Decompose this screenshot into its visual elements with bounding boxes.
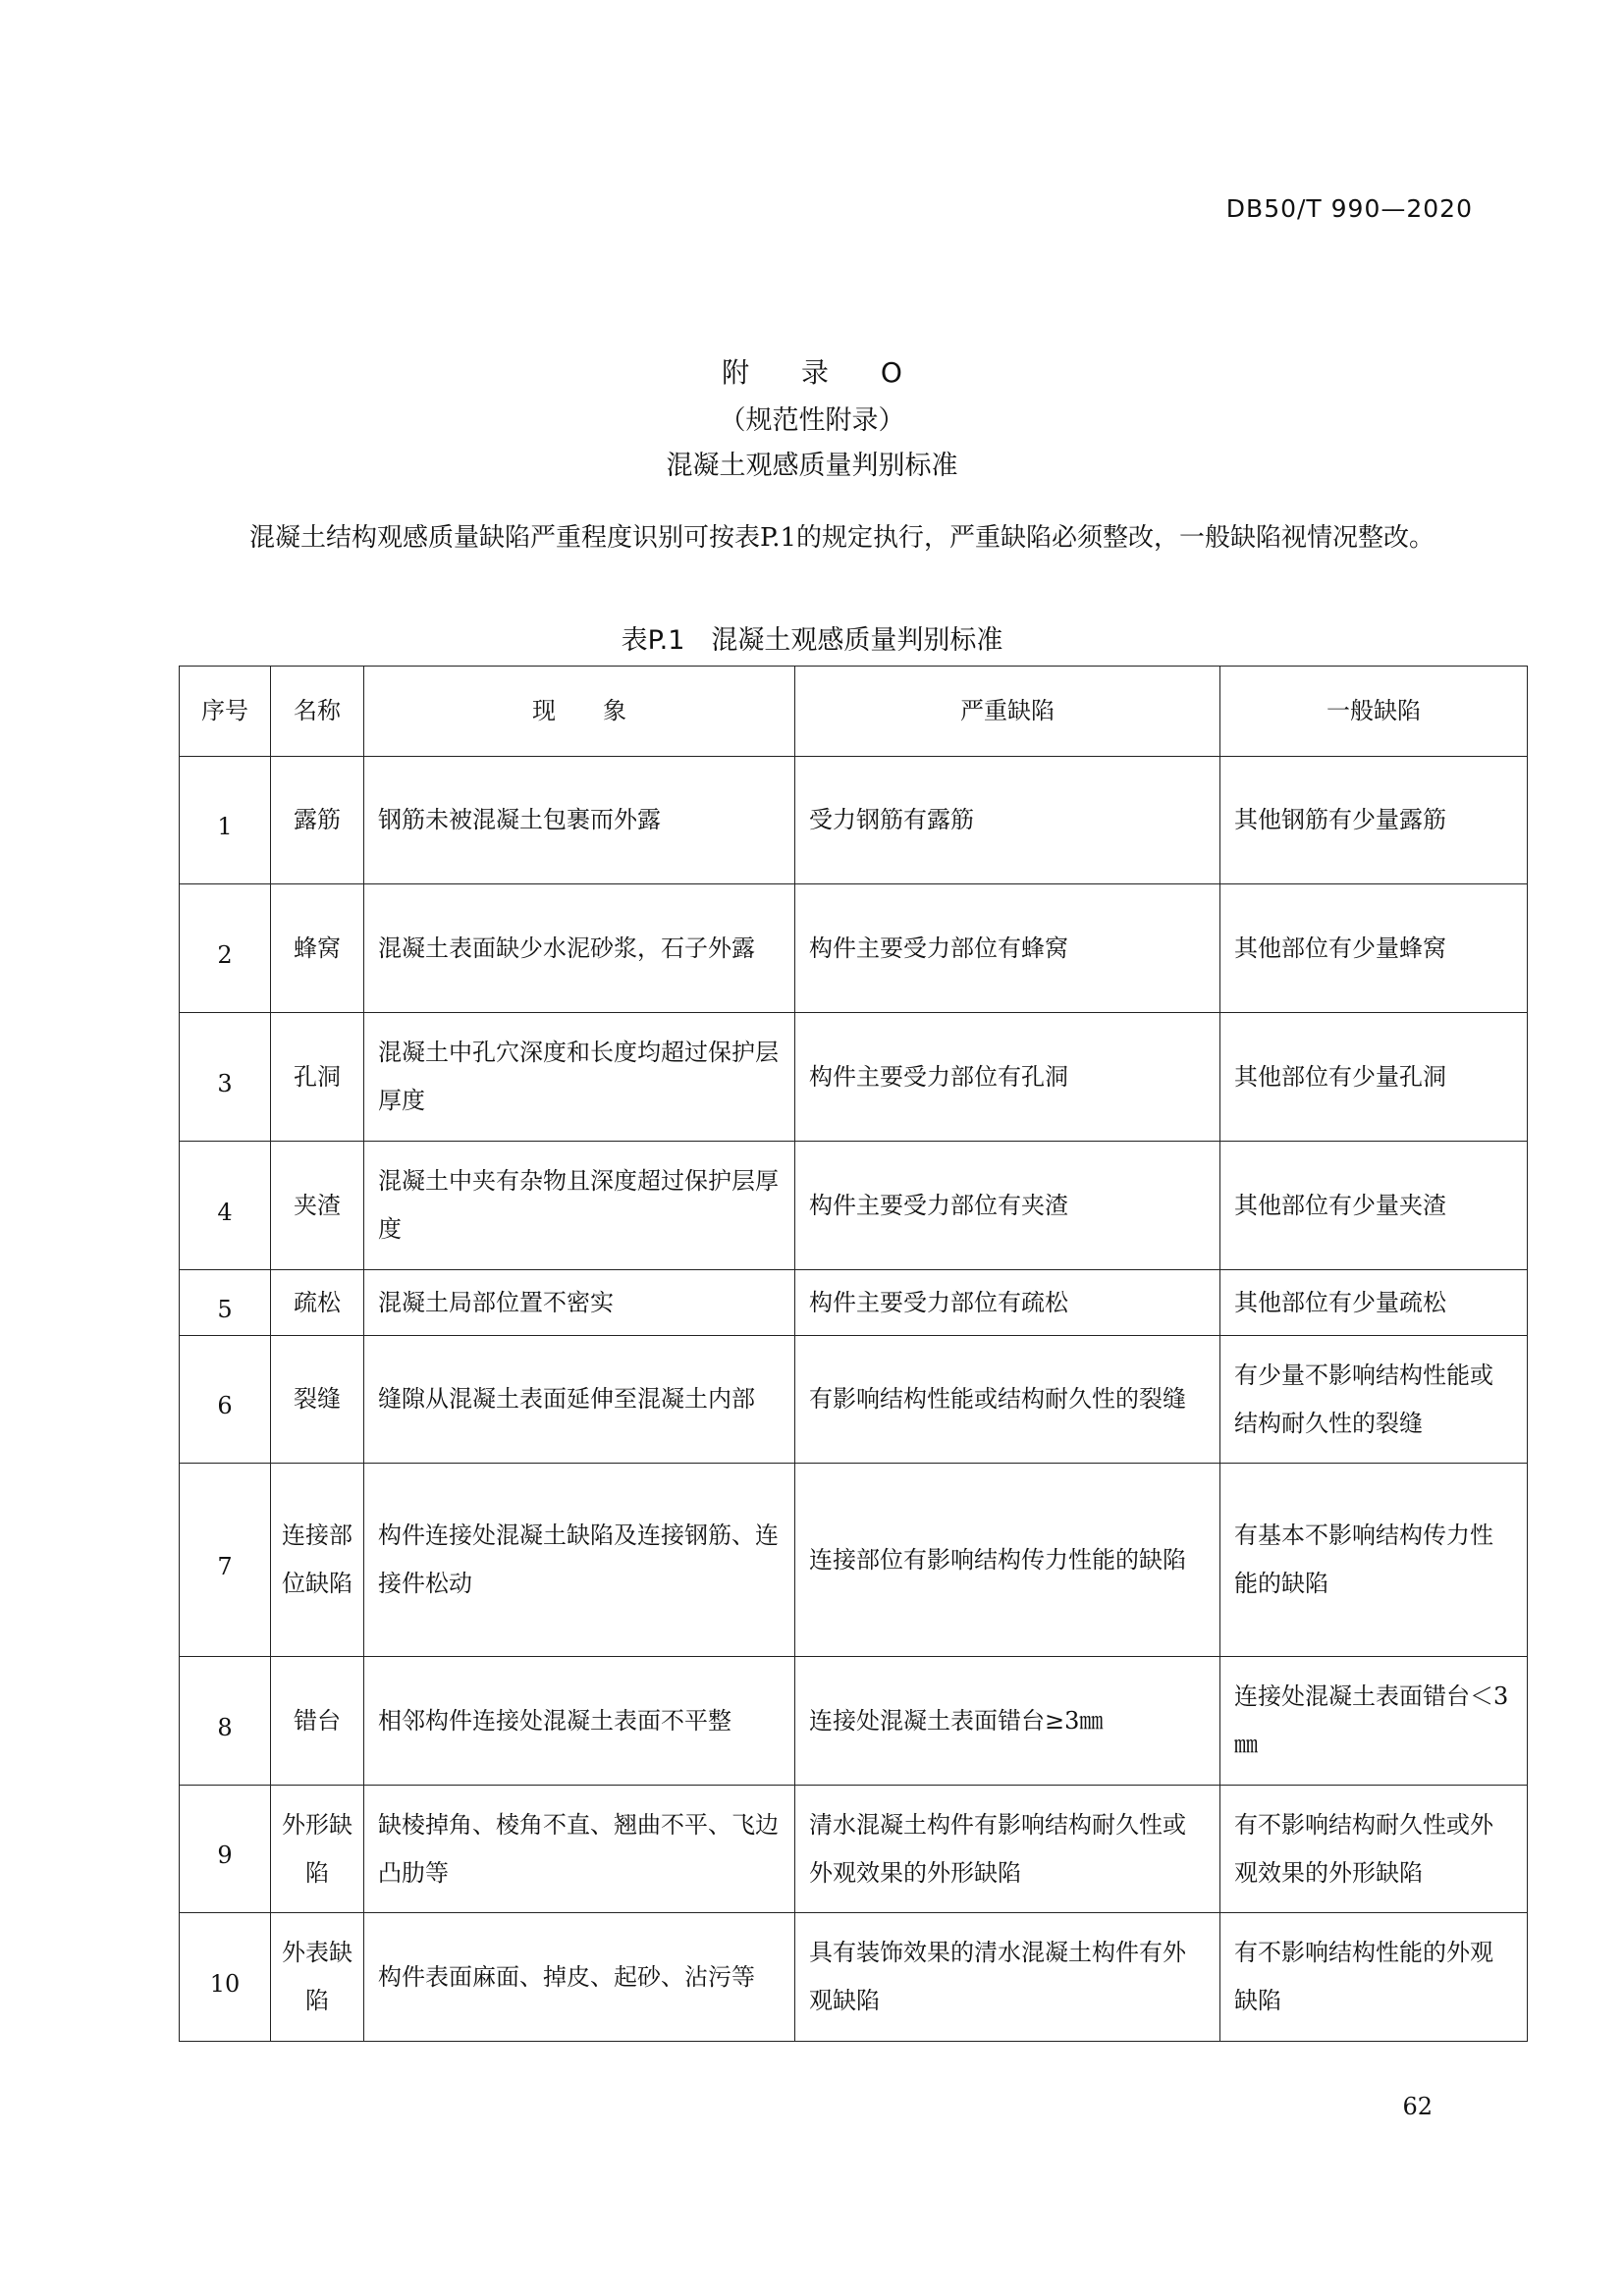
row-general: 有少量不影响结构性能或结构耐久性的裂缝 [1220,1336,1528,1464]
row-no: 1 [180,757,271,884]
table-caption: 表P.1 混凝土观感质量判别标准 [621,625,1003,656]
row-phenomenon: 缝隙从混凝土表面延伸至混凝土内部 [364,1336,795,1464]
row-general: 连接处混凝土表面错台＜3㎜ [1220,1657,1528,1786]
table-row [180,757,1528,884]
row-serious: 有影响结构性能或结构耐久性的裂缝 [795,1336,1220,1464]
row-general: 其他部位有少量蜂窝 [1220,884,1528,1013]
row-name: 裂缝 [271,1336,364,1464]
row-serious: 受力钢筋有露筋 [795,757,1220,884]
page-number: 62 [1402,2093,1433,2120]
row-serious: 连接处混凝土表面错台≥3㎜ [795,1657,1220,1786]
table-row [180,1786,1528,1913]
row-no: 10 [180,1913,271,2042]
appendix-name: 混凝土观感质量判别标准 [666,451,958,481]
row-serious: 构件主要受力部位有疏松 [795,1270,1220,1336]
row-general: 其他部位有少量孔洞 [1220,1013,1528,1142]
row-no: 7 [180,1464,271,1657]
row-general: 其他部位有少量夹渣 [1220,1142,1528,1270]
row-name: 外表缺陷 [271,1913,364,2042]
header-general: 一般缺陷 [1220,667,1528,757]
row-no: 9 [180,1786,271,1913]
row-phenomenon: 混凝土局部位置不密实 [364,1270,795,1336]
header-serious: 严重缺陷 [795,667,1220,757]
row-no: 3 [180,1013,271,1142]
row-phenomenon: 构件连接处混凝土缺陷及连接钢筋、连接件松动 [364,1464,795,1657]
row-serious: 构件主要受力部位有夹渣 [795,1142,1220,1270]
table-row [180,1142,1528,1270]
row-no: 6 [180,1336,271,1464]
table-header-row [180,667,1528,757]
row-general: 其他钢筋有少量露筋 [1220,757,1528,884]
table-row [180,1013,1528,1142]
row-name: 夹渣 [271,1142,364,1270]
row-general: 有不影响结构耐久性或外观效果的外形缺陷 [1220,1786,1528,1913]
row-name: 孔洞 [271,1013,364,1142]
table-row [180,1657,1528,1786]
row-phenomenon: 构件表面麻面、掉皮、起砂、沾污等 [364,1913,795,2042]
row-serious: 连接部位有影响结构传力性能的缺陷 [795,1464,1220,1657]
row-name: 错台 [271,1657,364,1786]
header-no: 序号 [180,667,271,757]
row-phenomenon: 相邻构件连接处混凝土表面不平整 [364,1657,795,1786]
row-name: 外形缺陷 [271,1786,364,1913]
row-name: 蜂窝 [271,884,364,1013]
row-general: 其他部位有少量疏松 [1220,1270,1528,1336]
intro-paragraph: 混凝土结构观感质量缺陷严重程度识别可按表P.1的规定执行，严重缺陷必须整改，一般缺陷视情况整改。 [249,523,1435,553]
row-phenomenon: 混凝土表面缺少水泥砂浆，石子外露 [364,884,795,1013]
header-name: 名称 [271,667,364,757]
row-no: 5 [180,1270,271,1336]
row-serious: 构件主要受力部位有孔洞 [795,1013,1220,1142]
row-no: 4 [180,1142,271,1270]
quality-criteria-table [179,666,1528,2042]
row-serious: 清水混凝土构件有影响结构耐久性或外观效果的外形缺陷 [795,1786,1220,1913]
table-row [180,1270,1528,1336]
table-row [180,1913,1528,2042]
row-no: 8 [180,1657,271,1786]
table-row [180,884,1528,1013]
table-row [180,1464,1528,1657]
row-phenomenon: 钢筋未被混凝土包裹而外露 [364,757,795,884]
row-serious: 具有装饰效果的清水混凝土构件有外观缺陷 [795,1913,1220,2042]
row-name: 露筋 [271,757,364,884]
row-phenomenon: 混凝土中孔穴深度和长度均超过保护层厚度 [364,1013,795,1142]
row-name: 连接部位缺陷 [271,1464,364,1657]
header-phenomenon: 现 象 [364,667,795,757]
row-serious: 构件主要受力部位有蜂窝 [795,884,1220,1013]
appendix-subtitle: （规范性附录） [719,405,905,436]
document-id: DB50/T 990—2020 [1225,194,1473,223]
row-name: 疏松 [271,1270,364,1336]
row-general: 有基本不影响结构传力性能的缺陷 [1220,1464,1528,1657]
row-general: 有不影响结构性能的外观缺陷 [1220,1913,1528,2042]
row-no: 2 [180,884,271,1013]
appendix-title: 附 录 O [722,356,924,389]
table-row [180,1336,1528,1464]
row-phenomenon: 混凝土中夹有杂物且深度超过保护层厚度 [364,1142,795,1270]
row-phenomenon: 缺棱掉角、棱角不直、翘曲不平、飞边凸肋等 [364,1786,795,1913]
